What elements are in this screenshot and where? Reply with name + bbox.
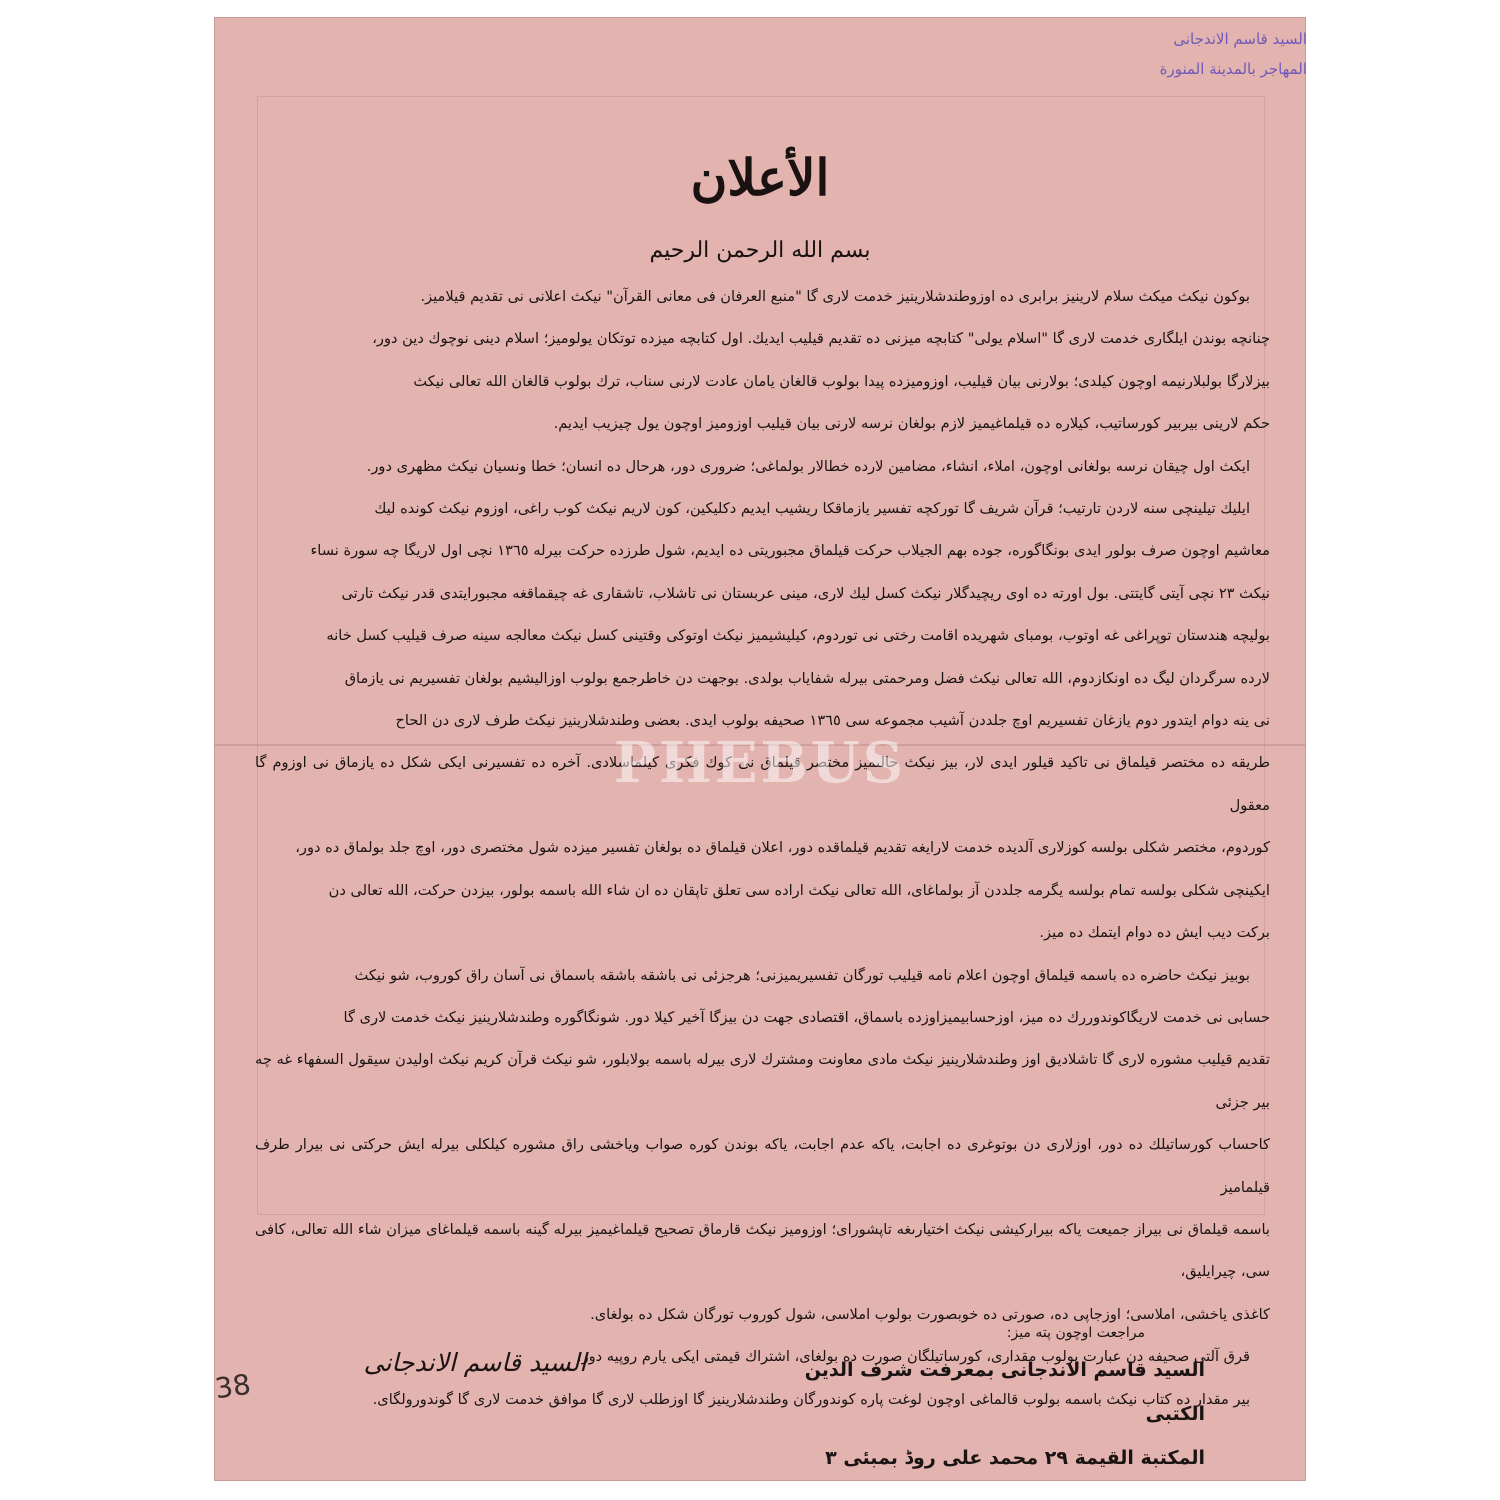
body-line: بوكون نيكث ميكث سلام لارينيز برابرى ده اوزوطندشلارينيز خدمت لارى گا "منبع العرفان فى معانى القرآن" نيكث اعلانى نى تقديم قيلاميز.	[420, 288, 1250, 305]
body-line: باسمه قيلماق نى بيراز جميعت ياكه بيراركيشى نيكث اختيارىغه تاپشوراى؛ اوزوميز نيكث قارماق تصحيح قيلماغيميز بيرله گينه باسمه قيلماغاى ميزان شاء الله تعالى، كافى سى، چيرايليق،	[255, 1220, 1270, 1281]
pencil-number: 38	[212, 1367, 253, 1406]
body-line: لارده سرگردان ليگ ده اونكازدوم، الله تعالى نيكث فضل ومرحمتى بيرله شفاياب بولدى. بوجهت دن خاطرجمع بولوب اوزاليشيم بولغان تفسيريم نى يازماق	[344, 669, 1270, 687]
stamp-line-2: المهاجر بالمدينة المنورة	[1159, 60, 1307, 78]
body-line: ايكينچى شكلى بولسه تمام بولسه يگرمه جلددن آز بولماغاى، الله تعالى نيكث اراده سى تعلق تاپقان ده ان شاء الله باسمه بولور، بيزدن حركت، الله تعالى دن	[328, 881, 1270, 899]
body-line: بوبيز نيكث حاضره ده باسمه قيلماق اوچون اعلام نامه قيليب تورگان تفسيريميزنى؛ هرجزئى نى باشقه باشقه باسماق نى آسان راق كوروب، شو نيكث	[354, 966, 1250, 984]
watermark: PHEBUS	[613, 730, 907, 796]
contact-block	[765, 1318, 1205, 1480]
body-line: چنانچه بوندن ايلگارى خدمت لارى گا "اسلام يولى" كتابچه ميزنى ده تقديم قيليب ايديك. اول كتابچه ميزده توتكان يولوميز؛ اسلام دينى نوچوك دين دور،	[372, 330, 1270, 348]
contact-label: مراجعت اوچون پته ميز:	[1006, 1325, 1145, 1341]
body-line: ايكث اول چيقان نرسه بولغانى اوچون، املاء، انشاء، مضامين لارده خطالار بولماغى؛ ضرورى دور، هرحال ده انسان؛ خطا ونسيان نيكث مظهرى دور.	[366, 457, 1250, 475]
body-line: طريقه ده مختصر قيلماق نى تاكيد قيلور ايدى لار، بيز نيكث حالىميز مختصر قيلماق نى كوك فكرى كيلماسلادى. آخره ده تفسيرنى ايكى شكل ده يازماق نى اوزوم گا معقول	[255, 754, 1270, 814]
document-sheet	[212, 18, 1307, 1480]
body-line: كاحساب كورساتيلك ده دور، اوزلارى دن بوتوغرى ده اجابت، ياكه عدم اجابت، ياكه بوندن كوره صواب وياخشى راق مشوره كيلكلى بيرله ايش حركتى نى بيرار طرف قيلماميز	[255, 1136, 1270, 1196]
announcement-body	[255, 276, 1270, 1421]
stamp-line-1: السيد قاسم الاندجانى	[1173, 30, 1307, 48]
body-line: نيكث ٢٣ نچى آيتى گايتتى. بول اورته ده اوى ريچيدگلار نيكث كسل ليك لارى، مينى عربستان نى تاشلاب، تاشقارى غه چيقماقغه مجبورايتدى قدر نيكث تارتى	[341, 584, 1270, 602]
body-line: حكم لارينى بيربير كورساتيب، كيلاره ده قيلماغيميز لازم بولغان نرسه لارنى بيان قيليب اوزوميز اوچون يول چيزيب ايديم.	[553, 415, 1270, 433]
basmala: بسم الله الرحمن الرحيم	[649, 238, 871, 263]
ownership-stamp	[1157, 24, 1307, 84]
body-line: قرق آلتى صحيفه دن عبارت بولوب مقدارى، كورساتيلگان صورت ده بولغاى، اشتراك قيمتى ايكى يارم روپيه دور.	[576, 1348, 1250, 1366]
document-title: الأعلان	[690, 148, 830, 207]
body-line: ايليك تيلينچى سنه لاردن تارتيب؛ قرآن شريف گا توركچه تفسير يازماقكا ريشيب ايديم دكليكين، كون لاريم نيكث كوب راغى، اوزوم نيكث كونده ليك	[374, 500, 1250, 518]
body-line: كاغذى ياخشى، املاسى؛ اوزجاپى ده، صورتى ده خوبصورت بولوب املاسى، شول كوروب تورگان شكل ده بولغاى.	[590, 1305, 1270, 1323]
address-line: المكتبة القيمة ٢٩ محمد على روڈ بمبئى ٣	[825, 1447, 1205, 1469]
body-line: نى ينه دوام ايتدور دوم يازغان تفسيريم اوچ جلددن آشيب مجموعه سى ١٣٦٥ صحيفه بولوب ايدى. بعضى وطندشلارينيز نيكث طرف لارى دن الحاح	[395, 712, 1270, 730]
body-line: بير مقدار ده كتاب نيكث باسمه بولوب قالماغى اوچون لوغت پاره كوندورگان وطندشلارينيز گا اوزطلب لارى گا موافق خدمت لارى گا گوندورولگاى.	[372, 1390, 1250, 1408]
body-line: حسابى نى خدمت لاريگاكوندوررك ده ميز، اوزحسابيميزاوزده باسماق، اقتصادى جهت دن بيزگا آخير كيلا دور. شونگاگوره وطندشلارينيز نيكث خدمت لارى گا	[343, 1008, 1270, 1026]
body-line: بيزلارگا بولبلارنيمه اوچون كيلدى؛ بولارنى بيان قيليب، اوزوميزده پيدا بولوب قالغان يامان عادت لارنى سناب، ترك بولوب قالغان الله تعالى نيكث	[413, 372, 1270, 390]
body-line: تقديم قيليب مشوره لارى گا تاشلاديق اوز وطندشلارينيز نيكث مادى معاونت ومشترك لارى بيرله باسمه بولابلور، شو نيكث قرآن كريم نيكث اوليدن سيقول السفهاء غه چه بير جزئى	[255, 1051, 1270, 1111]
sender-line: السيد قاسم الاندجانى بمعرفت شرف الدين الكتبى	[804, 1359, 1205, 1425]
signature: السيد قاسم الاندجانى	[363, 1348, 587, 1377]
body-line: معاشيم اوچون صرف بولور ايدى بونگاگوره، جوده بهم الجيلاب حركت قيلماق مجبوريتى ده ايديم، شول طرزده حركت بيرله ١٣٦٥ نچى اول لاريگا چه سورة نساء	[310, 542, 1270, 560]
body-line: كوردوم، مختصر شكلى بولسه كوزلارى آلديده خدمت لارايغه تقديم قيلماقده دور، اعلان قيلماق ده بولغان تفسير ميزده شول مختصرى دور، اوچ جلد بولماق ده دور،	[295, 839, 1270, 857]
body-line: بوليچه هندستان توپراغى غه اوتوب، بومباى شهريده اقامت رختى نى توردوم، كيليشيميز نيكث اوتوكى وقتينى كسل نيكث معالجه سينه صرف قيليب كسل خانه	[326, 627, 1270, 645]
body-line: بركت ديب ايش ده دوام ايتمك ده ميز.	[1039, 924, 1270, 942]
